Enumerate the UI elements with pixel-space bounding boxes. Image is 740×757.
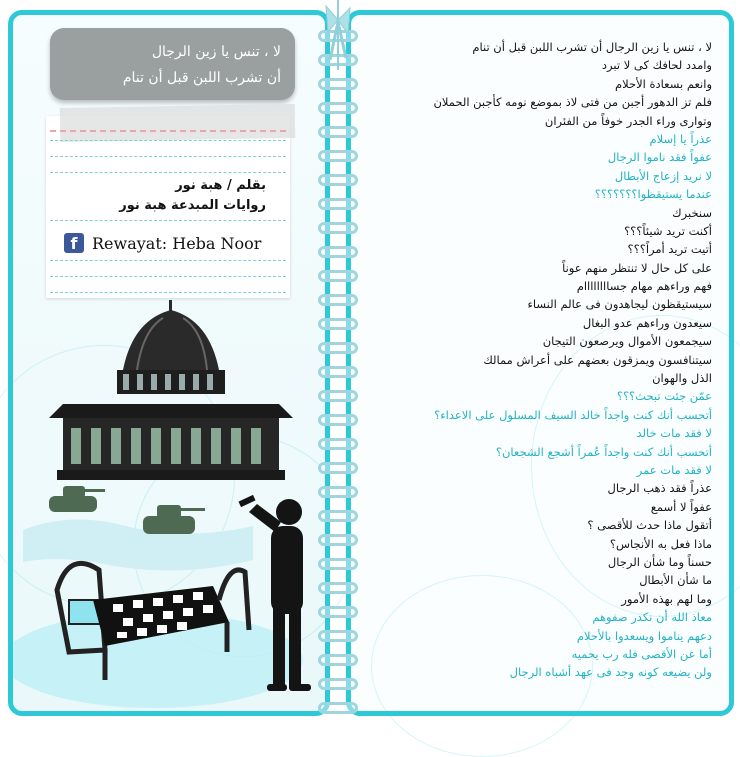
spiral-ring [318,174,358,186]
poem-line: أتحسب أنك كنت واجداً خالد السيف المسلول على الاعداء؟ [434,407,712,422]
note-line [50,220,286,221]
spiral-ring [318,294,358,306]
spiral-ring [318,318,358,330]
note-line [50,260,286,261]
title-banner [50,28,295,100]
spiral-ring [318,102,358,114]
spiral-ring [318,78,358,90]
spiral-ring [318,462,358,474]
facebook-label: Rewayat: Heba Noor [92,233,262,253]
poem-line: ولن يضيعه كونه وجد فى عهد أشباه الرجال [509,665,712,680]
banner-line-2: أن تشرب اللبن قبل أن تنام [122,70,281,86]
spiral-ring [318,438,358,450]
spiral-ring [318,558,358,570]
spiral-ring [318,678,358,690]
poem-line: لا ، تنس يا زين الرجال أن تشرب اللبن قبل أن تنام [472,40,712,54]
poem-line: وتوارى وراء الجدر خوفاً من الفئران [544,113,712,128]
poem-line: سنخبرك [672,205,712,220]
poem-line: سيتنافسون ويمزقون بعضهم على أعراش ممالك [483,352,712,367]
spiral-ring [318,270,358,282]
poem-line: على كل حال لا تنتظر منهم عوناً [562,260,712,275]
poem-line: سيجمعون الأموال ويرصعون التيجان [542,334,712,349]
spiral-ring [318,390,358,402]
spiral-ring [318,414,358,426]
poem-line: عذراً يا إسلام [649,131,712,146]
banner-line-1: لا ، تنس يا زين الرجال [151,44,281,60]
note-line [50,156,286,157]
note-card [46,116,290,298]
poem-line: معاذ الله أن نكدر صفوهم [592,610,712,625]
note-line [50,140,286,141]
poem-line: وامدد لحافك كى لا تبرد [601,58,712,73]
poem-line: حسناً وما شأن الرجال [607,554,712,569]
poem-line: أتقول ماذا حدث للأقصى ؟ [587,518,712,533]
spiral-ring [318,366,358,378]
poem-line: دعهم يناموا ويسعدوا بالأحلام [576,628,712,643]
poem-line: لا فقد مات خالد [636,426,712,441]
note-line [50,292,286,293]
ribbon-bow-icon [322,0,354,70]
spiral-ring [318,150,358,162]
tank-icon [49,486,105,512]
novels-credit: روايات المبدعة هبة نور [119,198,266,213]
tape-strip [60,104,296,142]
poem-line: عذراً فقد ذهب الرجال [607,481,712,496]
spiral-ring [318,702,358,714]
spiral-ring [318,486,358,498]
poem-line: ماذا فعل به الأنجاس؟ [609,536,712,551]
poem-text [372,38,712,682]
poem-line: عفواً فقد ناموا الرجال [607,150,712,165]
poem-line: فهم وراءهم مهام جساااااااام [576,279,712,294]
poem-line: لا فقد مات عمر [636,462,712,477]
facebook-link[interactable] [64,232,261,254]
spiral-ring [318,534,358,546]
spiral-ring [318,246,358,258]
poem-line: ما شأن الأبطال [639,573,712,588]
note-line [50,276,286,277]
poem-line: عندما يستيقظوا؟؟؟؟؟؟؟ [594,187,712,202]
spiral-ring [318,630,358,642]
poem-line: أتحسب أنك كنت واجداً عُمراً أشجع الشجعان؟ [495,444,712,459]
author-credit: بقلم / هبة نور [175,178,266,193]
poem-line: وانعم بسعادة الأحلام [615,76,712,91]
poem-line: سيعدون وراءهم عدو البغال [582,315,712,330]
poem-line: سيستيقظون ليجاهدون فى عالم النساء [527,297,712,312]
spiral-ring [318,126,358,138]
facebook-icon: f [64,233,84,253]
mosque-roof [49,404,293,418]
bottle-icon [238,495,255,507]
note-line [50,172,286,173]
poem-line: عمّن جئت تبحث؟؟؟ [616,389,712,404]
poem-line: الذل والهوان [652,371,712,386]
spiral-ring [318,222,358,234]
spiral-ring [318,342,358,354]
spiral-ring [318,198,358,210]
spiral-ring [318,510,358,522]
spiral-ring [318,654,358,666]
poem-line: أتيت تريد أمراً؟؟؟ [627,242,712,257]
poem-line: أما عن الأقصى فله رب يحميه [571,646,712,661]
poem-line: لا نريد إزعاج الأبطال [614,168,712,183]
mosque-sleeper-illustration [13,300,325,710]
poem-line: فلم تز الدهور أجبن من فتى لاذ بموضع نومه كأجبن الحملان [433,95,712,110]
poem-line: أكنت تريد شيئاً؟؟؟ [624,223,712,238]
spiral-ring [318,582,358,594]
poem-line: عفواً لا أسمع [650,499,712,514]
poem-line: وما لهم بهذه الأمور [621,591,712,606]
dome-icon [123,310,219,370]
water-shape [23,519,253,570]
spiral-ring [318,606,358,618]
tank-icon [143,505,205,534]
note-divider [50,130,286,132]
